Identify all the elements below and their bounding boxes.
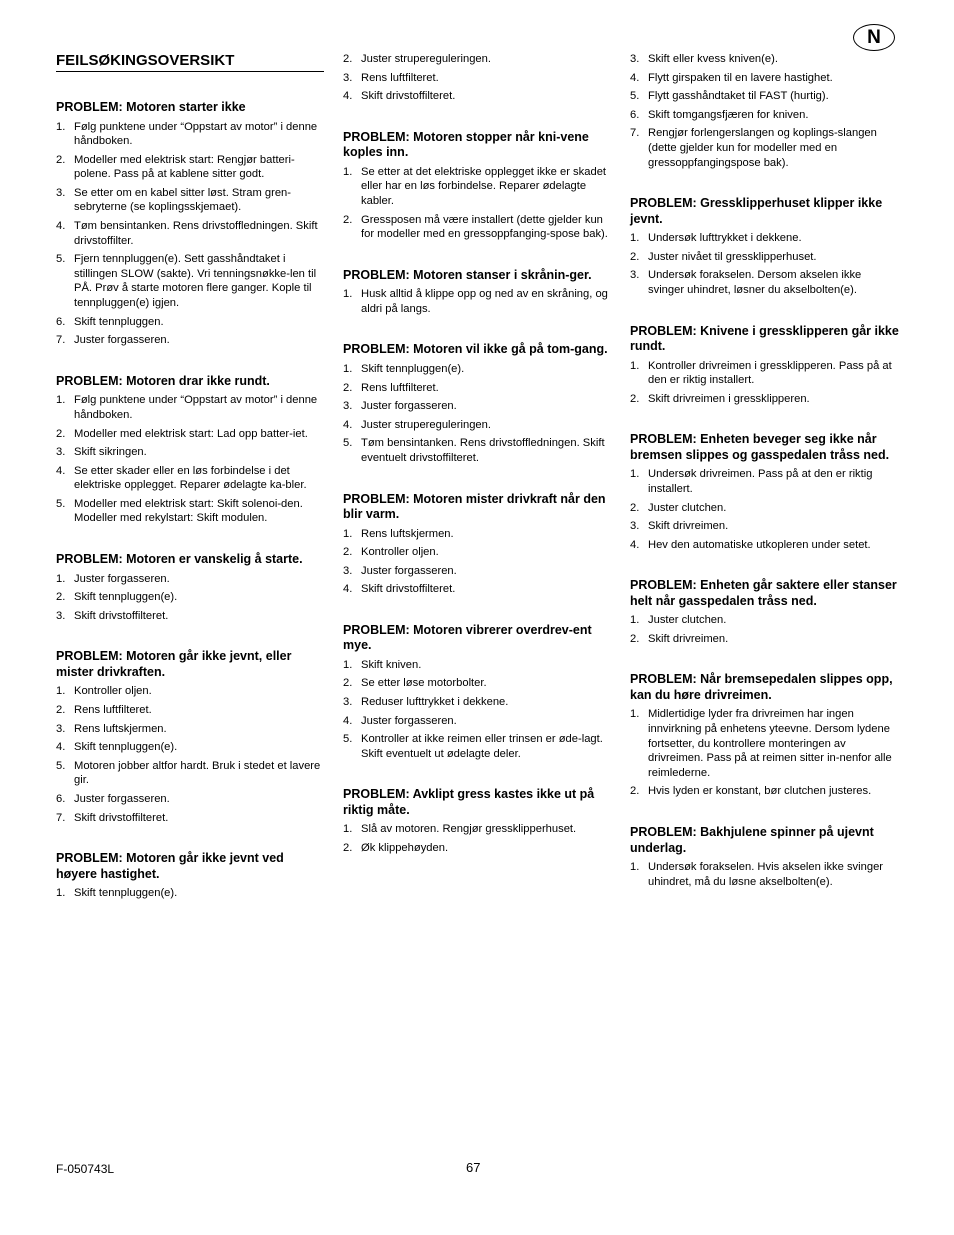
list-item bbox=[630, 359, 900, 388]
step-text: Rens luftfilteret. bbox=[361, 381, 439, 394]
step-number: 1. bbox=[343, 165, 353, 178]
problem-section bbox=[56, 649, 326, 825]
step-text: Se etter skader eller en løs forbindelse i det elektriske opplegget. Reparer ødelagte ka-bler. bbox=[74, 464, 307, 492]
problem-heading: PROBLEM: Motoren er vanskelig å starte. bbox=[56, 552, 303, 567]
problem-section bbox=[56, 100, 326, 348]
step-text: Skift drivstoffilteret. bbox=[74, 811, 169, 824]
step-number: 1. bbox=[343, 362, 353, 375]
step-text: Flytt girspaken til en lavere hastighet. bbox=[648, 71, 833, 84]
step-number: 3. bbox=[343, 564, 353, 577]
step-text: Undersøk forakselen. Dersom akselen ikke svinger uhindret, løsner du akselbolten(e). bbox=[648, 269, 862, 296]
list-item bbox=[630, 52, 900, 67]
problem-section bbox=[630, 432, 900, 552]
list-item bbox=[56, 684, 326, 699]
list-item bbox=[630, 250, 900, 265]
problem-heading: PROBLEM: Når bremsepedalen slippes opp, kan du høre drivreimen. bbox=[630, 672, 893, 702]
list-item bbox=[630, 860, 900, 889]
list-item bbox=[343, 381, 613, 396]
step-list bbox=[56, 886, 326, 901]
step-number: 3. bbox=[343, 696, 353, 709]
problem-section bbox=[630, 825, 900, 889]
step-number: 2. bbox=[343, 53, 353, 65]
step-text: Motoren jobber altfor hardt. Bruk i stedet et lavere gir. bbox=[74, 759, 321, 787]
step-number: 4. bbox=[56, 741, 66, 754]
step-text: Skift kniven. bbox=[361, 658, 422, 671]
list-item bbox=[56, 464, 326, 493]
step-text: Se etter om en kabel sitter løst. Stram gren-sebryterne (se koplingsskjemaet). bbox=[74, 186, 291, 214]
step-text: Juster forgasseren. bbox=[361, 714, 457, 727]
list-item bbox=[56, 740, 326, 755]
problem-section bbox=[343, 492, 613, 597]
step-number: 1. bbox=[630, 359, 640, 372]
list-item bbox=[56, 427, 326, 442]
list-item bbox=[343, 714, 613, 729]
list-item bbox=[343, 89, 613, 104]
language-badge: N bbox=[853, 24, 895, 51]
step-list bbox=[630, 860, 900, 889]
step-text: Skift sikringen. bbox=[74, 446, 147, 459]
step-text: Hvis lyden er konstant, bør clutchen justeres. bbox=[648, 785, 872, 798]
problem-section bbox=[343, 623, 613, 762]
column-1 bbox=[56, 52, 326, 927]
step-number: 1. bbox=[343, 823, 353, 836]
list-item bbox=[56, 393, 326, 422]
step-number: 1. bbox=[56, 120, 66, 133]
list-item bbox=[343, 527, 613, 542]
step-list bbox=[343, 822, 613, 855]
step-text: Øk klippehøyden. bbox=[361, 842, 449, 855]
list-item bbox=[343, 822, 613, 837]
step-text: Skift tomgangsfjæren for kniven. bbox=[648, 108, 809, 121]
list-item bbox=[343, 71, 613, 86]
list-item bbox=[56, 811, 326, 826]
step-number: 7. bbox=[56, 334, 66, 347]
step-text: Modeller med elektrisk start: Skift solenoi-den. Modeller med rekylstart: Skift modulen. bbox=[74, 497, 303, 525]
list-item bbox=[343, 695, 613, 710]
problem-heading: PROBLEM: Motoren går ikke jevnt ved høyere hastighet. bbox=[56, 851, 284, 881]
step-text: Juster forgasseren. bbox=[361, 564, 457, 577]
list-item bbox=[343, 287, 613, 316]
document-code: F-050743L bbox=[56, 1162, 115, 1176]
problem-heading: PROBLEM: Motoren mister drivkraft når den blir varm. bbox=[343, 491, 606, 521]
step-number: 3. bbox=[56, 609, 66, 622]
step-text: Tøm bensintanken. Rens drivstoffledningen. Skift drivstoffilter. bbox=[74, 220, 318, 247]
list-item bbox=[630, 231, 900, 246]
list-item bbox=[630, 501, 900, 516]
step-list bbox=[343, 165, 613, 242]
step-number: 1. bbox=[56, 685, 66, 698]
list-item bbox=[630, 126, 900, 170]
step-text: Kontroller oljen. bbox=[74, 685, 152, 698]
step-number: 1. bbox=[343, 658, 353, 671]
step-number: 2. bbox=[343, 546, 353, 559]
problem-heading: PROBLEM: Avklipt gress kastes ikke ut på riktig måte. bbox=[343, 787, 595, 817]
list-item bbox=[630, 707, 900, 780]
step-number: 5. bbox=[56, 497, 66, 510]
step-text: Juster nivået til gressklipperhuset. bbox=[648, 250, 817, 263]
step-number: 2. bbox=[343, 842, 353, 855]
step-number: 4. bbox=[630, 71, 640, 84]
problem-heading: PROBLEM: Enheten beveger seg ikke når bremsen slippes og gasspedalen tråss ned. bbox=[630, 432, 890, 462]
step-number: 7. bbox=[56, 811, 66, 824]
step-number: 2. bbox=[630, 785, 640, 798]
step-number: 1. bbox=[630, 468, 640, 481]
step-text: Følg punktene under “Oppstart av motor” i denne håndboken. bbox=[74, 120, 318, 148]
step-text: Undersøk lufttrykket i dekkene. bbox=[648, 232, 802, 245]
step-list bbox=[56, 572, 326, 624]
list-item bbox=[56, 703, 326, 718]
step-number: 1. bbox=[56, 887, 66, 900]
step-text: Skift drivreimen i gressklipperen. bbox=[648, 392, 810, 405]
step-text: Skift tennpluggen(e). bbox=[74, 887, 178, 900]
list-item bbox=[56, 722, 326, 737]
step-text: Fjern tennpluggen(e). Sett gasshåndtaket i stillingen SLOW (sakte). Vri tenningsnøkke-len til PÅ. Prøv å starte motoren flere ganger. Kople til tennpluggen(e) igjen. bbox=[74, 253, 317, 310]
step-text: Reduser lufttrykket i dekkene. bbox=[361, 696, 509, 709]
step-text: Juster forgasseren. bbox=[74, 334, 170, 347]
list-item bbox=[56, 252, 326, 310]
list-item bbox=[56, 886, 326, 901]
list-item bbox=[343, 418, 613, 433]
step-number: 2. bbox=[56, 427, 66, 440]
list-item bbox=[343, 582, 613, 597]
step-text: Skift tennpluggen(e). bbox=[74, 591, 178, 604]
problem-heading: PROBLEM: Motoren starter ikke bbox=[56, 100, 246, 114]
list-item bbox=[56, 609, 326, 624]
step-number: 4. bbox=[630, 538, 640, 551]
list-item bbox=[630, 392, 900, 407]
step-list bbox=[630, 52, 900, 170]
problem-section bbox=[343, 342, 613, 465]
step-text: Skift tennpluggen(e). bbox=[361, 362, 465, 375]
step-number: 6. bbox=[630, 108, 640, 121]
page-number: 67 bbox=[466, 1160, 481, 1175]
continued-steps bbox=[343, 52, 613, 104]
step-number: 3. bbox=[56, 186, 66, 199]
step-number: 4. bbox=[56, 220, 66, 233]
list-item bbox=[343, 213, 613, 242]
step-number: 5. bbox=[343, 733, 353, 746]
step-list bbox=[56, 393, 326, 526]
step-text: Slå av motoren. Rengjør gressklipperhuset. bbox=[361, 823, 577, 836]
step-text: Skift drivstoffilteret. bbox=[361, 90, 456, 103]
step-number: 3. bbox=[630, 53, 640, 65]
list-item bbox=[343, 436, 613, 465]
step-number: 5. bbox=[630, 90, 640, 103]
step-number: 1. bbox=[56, 394, 66, 407]
problem-section bbox=[56, 374, 326, 526]
step-text: Modeller med elektrisk start: Rengjør batteri-polene. Pass på at kablene sitter godt. bbox=[74, 153, 295, 181]
step-text: Skift drivreimen. bbox=[648, 632, 729, 645]
list-item bbox=[56, 590, 326, 605]
step-text: Kontroller oljen. bbox=[361, 546, 439, 559]
step-number: 2. bbox=[630, 250, 640, 263]
step-text: Rens luftskjermen. bbox=[74, 722, 167, 735]
step-text: Skift tennpluggen(e). bbox=[74, 741, 178, 754]
problem-section bbox=[630, 324, 900, 407]
step-number: 2. bbox=[343, 213, 353, 226]
step-number: 2. bbox=[56, 591, 66, 604]
list-item bbox=[630, 268, 900, 297]
list-item bbox=[630, 71, 900, 86]
step-list bbox=[343, 362, 613, 466]
problem-section bbox=[630, 578, 900, 646]
step-text: Rens luftfilteret. bbox=[74, 703, 152, 716]
page-title: FEILSØKINGSOVERSIKT bbox=[56, 52, 324, 72]
step-list bbox=[343, 527, 613, 597]
list-item bbox=[630, 108, 900, 123]
list-item bbox=[343, 676, 613, 691]
step-list bbox=[56, 120, 326, 348]
column-3 bbox=[630, 52, 900, 915]
step-number: 1. bbox=[630, 232, 640, 245]
step-text: Se etter løse motorbolter. bbox=[361, 677, 487, 690]
step-number: 4. bbox=[343, 583, 353, 596]
step-number: 5. bbox=[56, 759, 66, 772]
step-number: 3. bbox=[343, 400, 353, 413]
step-text: Skift drivstoffilteret. bbox=[74, 609, 169, 622]
step-number: 2. bbox=[56, 153, 66, 166]
step-list bbox=[630, 231, 900, 297]
problem-heading: PROBLEM: Motoren vibrerer overdrev-ent mye. bbox=[343, 622, 592, 653]
step-number: 2. bbox=[343, 381, 353, 394]
problem-heading: PROBLEM: Motoren stanser i skrånin-ger. bbox=[343, 267, 592, 282]
list-item bbox=[56, 792, 326, 807]
list-item bbox=[343, 545, 613, 560]
problem-section bbox=[56, 851, 326, 901]
step-number: 6. bbox=[56, 792, 66, 805]
step-text: Juster strupereguleringen. bbox=[361, 53, 491, 65]
list-item bbox=[343, 52, 613, 67]
problem-section bbox=[56, 552, 326, 623]
step-text: Skift eller kvess kniven(e). bbox=[648, 53, 778, 65]
step-text: Juster strupereguleringen. bbox=[361, 418, 491, 431]
step-number: 5. bbox=[56, 253, 66, 266]
step-text: Husk alltid å klippe opp og ned av en skråning, og aldri på langs. bbox=[361, 288, 608, 315]
step-list bbox=[343, 52, 613, 104]
step-text: Skift tennpluggen. bbox=[74, 315, 164, 328]
problem-heading: PROBLEM: Motoren vil ikke gå på tom-gang. bbox=[343, 342, 608, 357]
column-2 bbox=[343, 52, 613, 882]
step-text: Midlertidige lyder fra drivreimen har ingen innvirkning på enhetens yteevne. Dersom lydene fortsetter, du kontrollere monteringen av drivreimen. Pass på at reimen sitter in-nenfor alle reimlederne. bbox=[648, 708, 892, 779]
list-item bbox=[56, 445, 326, 460]
problem-heading: PROBLEM: Motoren drar ikke rundt. bbox=[56, 373, 270, 388]
list-item bbox=[56, 315, 326, 330]
list-item bbox=[630, 89, 900, 104]
step-number: 2. bbox=[56, 703, 66, 716]
step-text: Juster forgasseren. bbox=[74, 572, 170, 585]
list-item bbox=[343, 165, 613, 209]
problem-heading: PROBLEM: Motoren går ikke jevnt, eller mister drivkraften. bbox=[56, 649, 292, 679]
step-text: Juster forgasseren. bbox=[74, 792, 170, 805]
step-number: 3. bbox=[630, 520, 640, 533]
step-text: Tøm bensintanken. Rens drivstoffledningen. Skift eventuelt drivstoffilteret. bbox=[361, 437, 605, 464]
list-item bbox=[56, 759, 326, 788]
step-text: Gressposen må være installert (dette gjelder kun for modeller med en gressoppfanging-spose bak). bbox=[361, 213, 608, 241]
list-item bbox=[343, 658, 613, 673]
problem-heading: PROBLEM: Enheten går saktere eller stanser helt når gasspedalen tråss ned. bbox=[630, 578, 897, 608]
list-item bbox=[343, 841, 613, 856]
step-list bbox=[630, 707, 900, 799]
list-item bbox=[56, 219, 326, 248]
step-list bbox=[343, 287, 613, 316]
list-item bbox=[56, 153, 326, 182]
step-text: Undersøk forakselen. Hvis akselen ikke svinger uhindret, må du løsne akselbolten(e). bbox=[648, 861, 884, 888]
step-number: 2. bbox=[630, 501, 640, 514]
list-item bbox=[56, 572, 326, 587]
step-number: 1. bbox=[343, 288, 353, 301]
problem-section bbox=[343, 268, 613, 317]
step-text: Hev den automatiske utkopleren under setet. bbox=[648, 538, 871, 551]
step-number: 3. bbox=[343, 71, 353, 84]
step-number: 3. bbox=[56, 722, 66, 735]
step-number: 1. bbox=[343, 527, 353, 540]
list-item bbox=[630, 613, 900, 628]
step-number: 1. bbox=[630, 861, 640, 874]
step-list bbox=[56, 684, 326, 825]
step-text: Undersøk drivreimen. Pass på at den er riktig installert. bbox=[648, 468, 873, 495]
step-text: Rens luftfilteret. bbox=[361, 71, 439, 84]
step-list bbox=[630, 613, 900, 646]
list-item bbox=[343, 362, 613, 377]
step-number: 1. bbox=[630, 614, 640, 627]
step-list bbox=[343, 658, 613, 762]
step-text: Juster clutchen. bbox=[648, 501, 727, 514]
problem-section bbox=[343, 787, 613, 855]
problem-section bbox=[630, 672, 900, 799]
step-text: Kontroller drivreimen i gressklipperen. Pass på at den er riktig installert. bbox=[648, 359, 892, 387]
problem-section bbox=[343, 130, 613, 242]
list-item bbox=[56, 186, 326, 215]
step-text: Modeller med elektrisk start: Lad opp batter-iet. bbox=[74, 427, 308, 440]
step-number: 4. bbox=[56, 464, 66, 477]
step-number: 2. bbox=[630, 392, 640, 405]
step-number: 4. bbox=[343, 714, 353, 727]
step-number: 2. bbox=[343, 677, 353, 690]
step-number: 3. bbox=[56, 446, 66, 459]
step-text: Rens luftskjermen. bbox=[361, 527, 454, 540]
step-text: Kontroller at ikke reimen eller trinsen er øde-lagt. Skift eventuelt ut ødelagte deler. bbox=[361, 733, 603, 760]
list-item bbox=[630, 784, 900, 799]
step-number: 5. bbox=[343, 437, 353, 450]
step-number: 4. bbox=[343, 418, 353, 431]
step-text: Se etter at det elektriske opplegget ikke er skadet eller har en løs forbindelse. Reparer ødelagte kabler. bbox=[361, 165, 607, 207]
problem-heading: PROBLEM: Bakhjulene spinner på ujevnt underlag. bbox=[630, 825, 874, 855]
list-item bbox=[56, 497, 326, 526]
list-item bbox=[630, 632, 900, 647]
continued-steps bbox=[630, 52, 900, 170]
list-item bbox=[630, 467, 900, 496]
step-text: Juster clutchen. bbox=[648, 614, 727, 627]
list-item bbox=[343, 732, 613, 761]
problem-section bbox=[630, 196, 900, 297]
list-item bbox=[630, 519, 900, 534]
step-list bbox=[630, 467, 900, 552]
step-text: Rengjør forlengerslangen og koplings-slangen (dette gjelder kun for modeller med en gressoppfangingspose bak). bbox=[648, 127, 877, 169]
step-number: 3. bbox=[630, 269, 640, 282]
list-item bbox=[56, 120, 326, 149]
step-number: 4. bbox=[343, 90, 353, 103]
step-text: Juster forgasseren. bbox=[361, 400, 457, 413]
list-item bbox=[56, 333, 326, 348]
step-number: 2. bbox=[630, 632, 640, 645]
step-number: 1. bbox=[56, 572, 66, 585]
step-list bbox=[630, 359, 900, 407]
list-item bbox=[343, 399, 613, 414]
step-number: 7. bbox=[630, 127, 640, 140]
step-number: 1. bbox=[630, 708, 640, 721]
list-item bbox=[630, 538, 900, 553]
problem-heading: PROBLEM: Knivene i gressklipperen går ikke rundt. bbox=[630, 323, 899, 354]
step-text: Skift drivstoffilteret. bbox=[361, 583, 456, 596]
step-number: 6. bbox=[56, 315, 66, 328]
step-text: Følg punktene under “Oppstart av motor” i denne håndboken. bbox=[74, 394, 318, 421]
step-text: Skift drivreimen. bbox=[648, 520, 729, 533]
problem-heading: PROBLEM: Motoren stopper når kni-vene koples inn. bbox=[343, 129, 589, 160]
problem-heading: PROBLEM: Gressklipperhuset klipper ikke jevnt. bbox=[630, 196, 883, 226]
step-text: Flytt gasshåndtaket til FAST (hurtig). bbox=[648, 90, 829, 103]
list-item bbox=[343, 564, 613, 579]
